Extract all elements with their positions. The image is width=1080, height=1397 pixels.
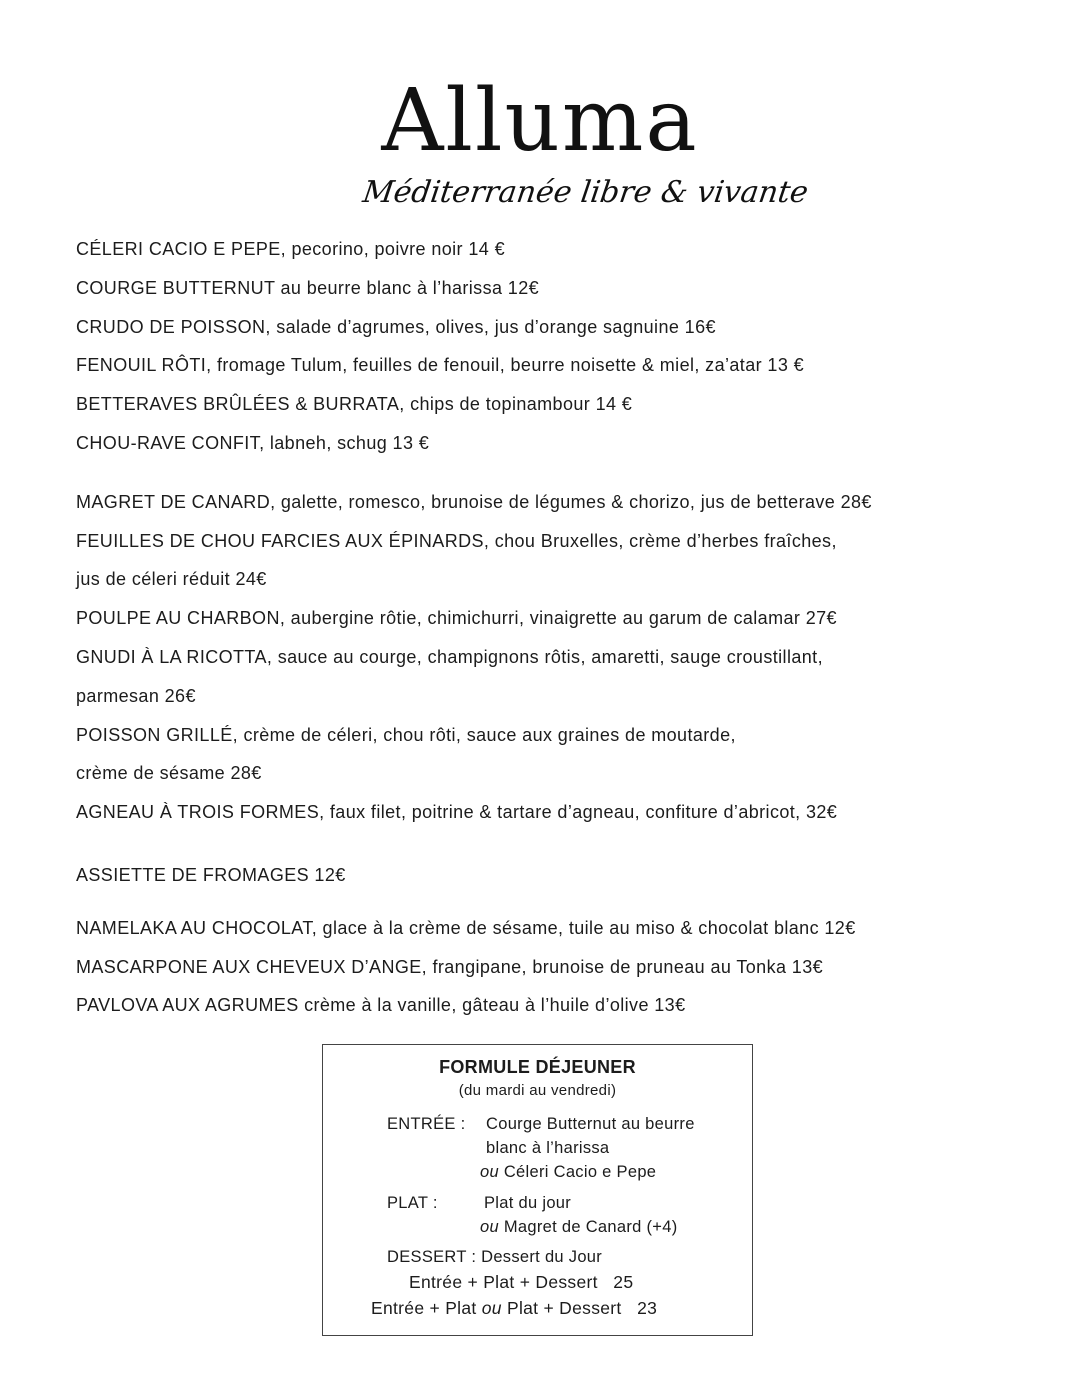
formule-subtitle: (du mardi au vendredi)	[458, 1082, 617, 1099]
plat-option-1: Plat du jour	[484, 1194, 572, 1212]
menu-item: FEUILLES DE CHOU FARCIES AUX ÉPINARDS, chou Bruxelles, crème d’herbes fraîches,	[76, 530, 837, 551]
plat-label: PLAT :	[387, 1194, 438, 1212]
formule-title: FORMULE DÉJEUNER	[439, 1057, 636, 1077]
entrees-section	[76, 230, 1016, 463]
entree-label: ENTRÉE :	[387, 1115, 466, 1133]
menu-item: ASSIETTE DE FROMAGES 12€	[76, 864, 346, 885]
price-label-part1: Entrée + Plat	[371, 1298, 482, 1318]
price-row-full	[409, 1270, 633, 1294]
dessert-option: Dessert du Jour	[481, 1248, 603, 1266]
restaurant-logo: Alluma	[381, 71, 699, 171]
menu-item: CHOU-RAVE CONFIT, labneh, schug 13 €	[76, 432, 430, 453]
section-spacer	[76, 895, 1016, 909]
price-label-part2: Plat + Dessert	[501, 1298, 622, 1318]
menu-item: PAVLOVA AUX AGRUMES crème à la vanille, gâteau à l’huile d’olive 13€	[76, 995, 686, 1016]
entree-alt-text: Céleri Cacio e Pepe	[498, 1163, 657, 1181]
menu-item: COURGE BUTTERNUT au beurre blanc à l’harissa 12€	[76, 277, 540, 298]
plats-section	[76, 483, 1016, 832]
menu-item: MASCARPONE AUX CHEVEUX D’ANGE, frangipane, brunoise de pruneau au Tonka 13€	[76, 956, 824, 977]
fromages-section	[76, 856, 1016, 895]
plat-alt-text: Magret de Canard (+4)	[498, 1218, 678, 1236]
menu-item: POISSON GRILLÉ, crème de céleri, chou rôti, sauce aux graines de moutarde,	[76, 724, 736, 745]
menu-item-continuation: jus de céleri réduit 24€	[76, 569, 267, 590]
dessert-label: DESSERT :	[387, 1248, 477, 1266]
menu-list	[76, 230, 1016, 1025]
menu-item: CÉLERI CACIO E PEPE, pecorino, poivre noir 14 €	[76, 239, 505, 259]
menu-item: NAMELAKA AU CHOCOLAT, glace à la crème de sésame, tuile au miso & chocolat blanc 12€	[76, 917, 856, 938]
entree-option-2	[480, 1160, 656, 1184]
or-text: ou	[480, 1163, 499, 1181]
menu-header	[0, 71, 1080, 210]
restaurant-tagline: Méditerranée libre & vivante	[360, 175, 810, 210]
entree-option-1-cont: blanc à l’harissa	[486, 1139, 610, 1157]
menu-item: AGNEAU À TROIS FORMES, faux filet, poitrine & tartare d’agneau, confiture d’abricot, 32€	[76, 802, 838, 823]
price-value: 23	[637, 1298, 658, 1318]
menu-item-continuation: crème de sésame 28€	[76, 763, 262, 784]
formule-dejeuner-box	[322, 1044, 753, 1336]
section-spacer	[76, 832, 1016, 856]
menu-item: GNUDI À LA RICOTTA, sauce au courge, champignons rôtis, amaretti, sauge croustillant,	[76, 646, 823, 667]
menu-item: POULPE AU CHARBON, aubergine rôtie, chimichurri, vinaigrette au garum de calamar 27€	[76, 608, 837, 629]
price-label: Entrée + Plat + Dessert	[409, 1272, 598, 1292]
dessert-row	[387, 1245, 602, 1269]
menu-item: MAGRET DE CANARD, galette, romesco, brunoise de légumes & chorizo, jus de betterave 28€	[76, 491, 872, 512]
price-row-two-courses	[371, 1296, 657, 1320]
entree-option-1: Courge Butternut au beurre	[486, 1115, 695, 1133]
or-text: ou	[481, 1298, 502, 1318]
menu-item: BETTERAVES BRÛLÉES & BURRATA, chips de topinambour 14 €	[76, 394, 633, 415]
desserts-section	[76, 909, 1016, 1025]
menu-item-continuation: parmesan 26€	[76, 685, 196, 706]
menu-item: CRUDO DE POISSON, salade d’agrumes, olives, jus d’orange sagnuine 16€	[76, 316, 716, 337]
price-value: 25	[613, 1272, 634, 1292]
plat-option-2	[480, 1215, 678, 1239]
section-spacer	[76, 463, 1016, 483]
or-text: ou	[480, 1218, 499, 1236]
menu-item: FENOUIL RÔTI, fromage Tulum, feuilles de fenouil, beurre noisette & miel, za’atar 13 €	[76, 355, 805, 376]
